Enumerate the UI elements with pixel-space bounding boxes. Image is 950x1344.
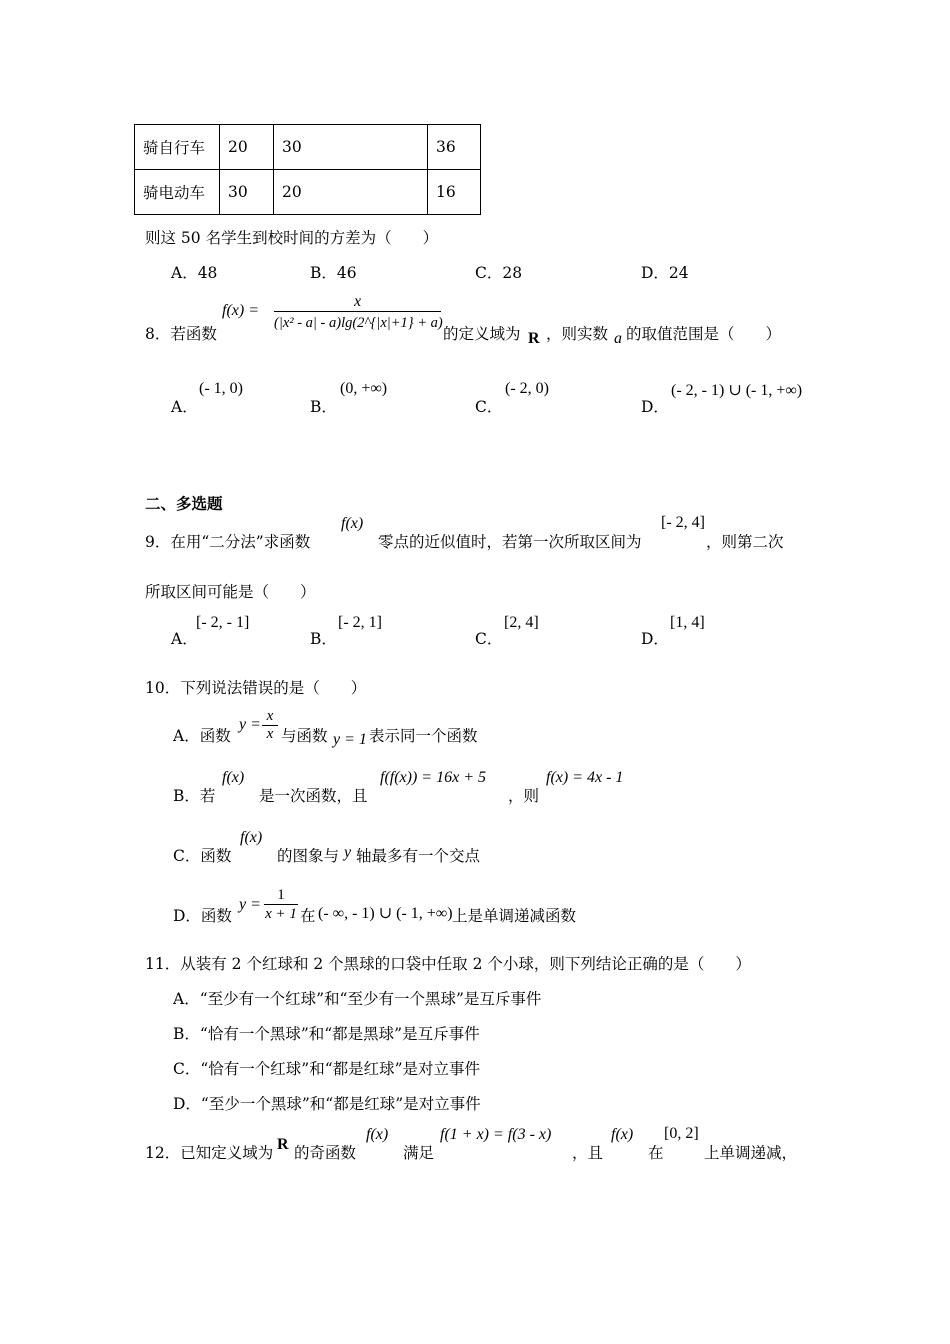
q8-option-a-letter: A．: [171, 398, 198, 416]
q10-d-mid: 在: [300, 907, 316, 925]
q8-mid: 的定义域为: [443, 325, 521, 343]
q12-mid3: ，且: [572, 1144, 604, 1162]
q9-interval: [- 2, 4]: [661, 514, 705, 531]
table-row: [135, 170, 481, 215]
q9-line1-a: 9．在用“二分法”求函数: [145, 533, 311, 551]
q10-b-mid2: ，则: [508, 787, 540, 805]
q8-option-c-expr: (- 2, 0): [505, 380, 549, 397]
q8-option-d-letter: D．: [641, 398, 669, 416]
table-cell: 36: [428, 125, 481, 170]
table-cell: 16: [428, 170, 481, 215]
q10-b-expr1: f(f(x)) = 16x + 5: [380, 769, 486, 786]
q10-d-expr: (- ∞, - 1) ∪ (- 1, +∞): [318, 905, 453, 922]
q8-mid2: ，则实数: [546, 325, 609, 343]
table-row: [135, 125, 481, 170]
q12-interval: [0, 2]: [664, 1125, 699, 1142]
q9-fx: f(x): [341, 515, 364, 532]
q9-line1-b: 零点的近似值时，若第一次所取区间为: [378, 533, 642, 551]
q8-suffix: 的取值范围是（ ）: [626, 325, 782, 343]
q10-d-fraction: [264, 886, 298, 923]
q7-option-b: B．46: [310, 264, 357, 282]
q8-fx: f(x) =: [222, 302, 259, 319]
q10-a-expr: y = 1: [333, 731, 367, 748]
q7-option-c: C．28: [475, 264, 523, 282]
q8-prefix: 8．若函数: [145, 325, 217, 343]
q12-post: 上单调递减，: [704, 1144, 798, 1162]
q9-option-b-expr: [- 2, 1]: [338, 614, 382, 631]
q11-option-d: D．“至少一个黑球”和“都是红球”是对立事件: [173, 1095, 481, 1113]
q10-b-fx: f(x): [222, 769, 245, 786]
q10-b-pre: B．若: [173, 787, 216, 805]
q11-option-b: B．“恰有一个黑球”和“都是黑球”是互斥事件: [173, 1025, 480, 1043]
q10-c-pre: C．函数: [173, 847, 232, 865]
q10-c-fx: f(x): [240, 829, 263, 846]
q7-option-a: A．48: [171, 264, 218, 282]
q9-line2: 所取区间可能是（ ）: [145, 583, 316, 601]
q10-a-y: y =: [239, 716, 261, 733]
q10-a-mid: 与函数: [281, 727, 328, 745]
q10-a-pre: A．函数: [173, 727, 231, 745]
q11-option-c: C．“恰有一个红球”和“都是红球”是对立事件: [173, 1060, 481, 1078]
q10-b-expr2: f(x) = 4x - 1: [546, 769, 624, 786]
q10-c-mid: 的图象与: [277, 847, 340, 865]
q10-c-y: y: [344, 844, 352, 861]
q10-b-mid: 是一次函数，且: [259, 787, 368, 805]
q9-option-a-letter: A．: [171, 630, 198, 648]
q12-mid2: 满足: [403, 1144, 435, 1162]
q9-option-b-letter: B．: [310, 630, 337, 648]
table-cell: 骑电动车: [135, 170, 220, 215]
q8-option-d-expr: (- 2, - 1) ∪ (- 1, +∞): [671, 382, 803, 399]
q8-option-c-letter: C．: [475, 398, 503, 416]
q10-d-pre: D．函数: [173, 907, 232, 925]
q11-stem: 11．从装有 2 个红球和 2 个黑球的口袋中任取 2 个小球，则下列结论正确的是（ ）: [145, 955, 751, 973]
q10-stem: 10．下列说法错误的是（ ）: [145, 679, 367, 697]
q8-option-b-expr: (0, +∞): [340, 380, 388, 397]
table-cell: 30: [220, 170, 274, 215]
q10-d-denominator: x + 1: [265, 906, 297, 922]
q9-option-d-letter: D．: [641, 630, 669, 648]
q11-option-a: A．“至少有一个红球”和“至少有一个黑球”是互斥事件: [173, 990, 542, 1008]
table-cell: 20: [274, 170, 428, 215]
q12-expr: f(1 + x) = f(3 - x): [440, 1126, 552, 1143]
q8-a: a: [614, 330, 622, 347]
q12-fx2: f(x): [611, 1126, 634, 1143]
table-cell: 20: [220, 125, 274, 170]
q7-option-d: D．24: [641, 264, 689, 282]
q9-line1-c: ，则第二次: [706, 533, 784, 551]
q10-d-y: y =: [239, 896, 261, 913]
q9-option-d-expr: [1, 4]: [670, 614, 705, 631]
q8-numerator: x: [274, 293, 441, 312]
q8-option-b-letter: B．: [310, 398, 337, 416]
q12-real-set: R: [277, 1136, 289, 1153]
q9-option-a-expr: [- 2, - 1]: [196, 614, 250, 631]
q8-denominator: (|x² - a| - a)lg(2^{|x|+1} + a): [274, 315, 443, 331]
table-cell: 骑自行车: [135, 125, 220, 170]
q10-a-numerator: x: [262, 708, 278, 726]
section-heading: 二、多选题: [145, 494, 223, 513]
q10-a-post: 表示同一个函数: [369, 727, 478, 745]
q12-mid4: 在: [648, 1144, 664, 1162]
data-table: [134, 124, 481, 215]
q9-option-c-expr: [2, 4]: [504, 614, 539, 631]
q10-a-fraction: [262, 708, 278, 743]
q10-d-numerator: 1: [264, 886, 298, 905]
q8-real-set: R: [528, 330, 540, 347]
q12-pre: 12．已知定义域为: [145, 1144, 274, 1162]
q10-c-post: 轴最多有一个交点: [356, 847, 481, 865]
q10-d-post: 上是单调递减函数: [452, 907, 577, 925]
q10-a-denominator: x: [266, 726, 274, 742]
q8-option-a-expr: (- 1, 0): [199, 380, 243, 397]
q7-stem: 则这 50 名学生到校时间的方差为（ ）: [145, 229, 439, 247]
q12-mid: 的奇函数: [294, 1144, 357, 1162]
q8-fraction: [274, 293, 441, 334]
q9-option-c-letter: C．: [475, 630, 503, 648]
q12-fx: f(x): [366, 1126, 389, 1143]
table-cell: 30: [274, 125, 428, 170]
